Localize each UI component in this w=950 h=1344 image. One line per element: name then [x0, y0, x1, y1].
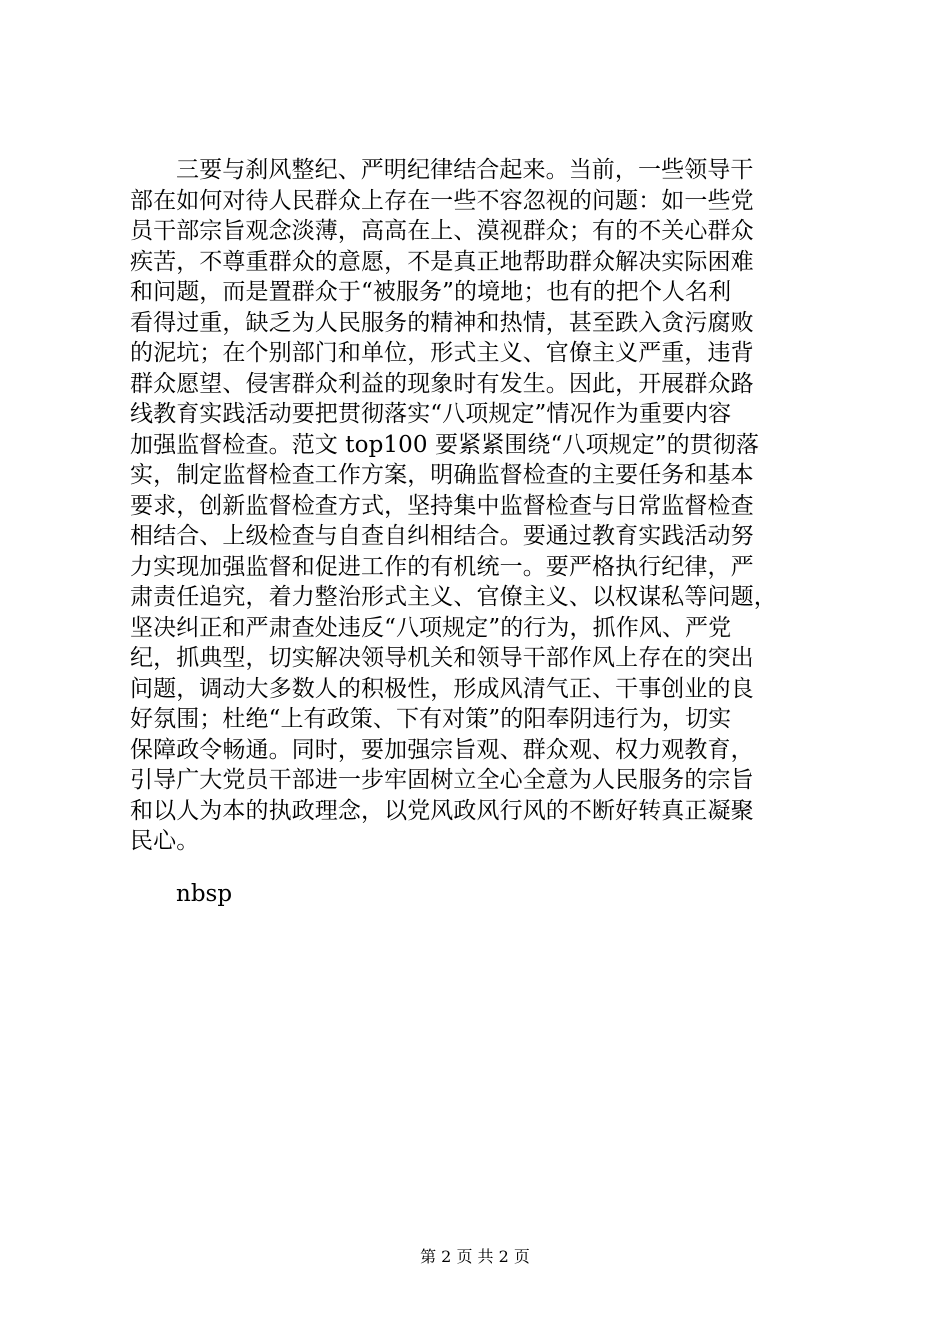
body-paragraph — [130, 155, 830, 857]
paragraph-line: 引导广大党员干部进一步牢固树立全心全意为人民服务的宗旨 — [130, 767, 754, 793]
paragraph-line: 群众愿望、侵害群众利益的现象时有发生。因此，开展群众路 — [130, 370, 754, 397]
paragraph-line: 的泥坑；在个别部门和单位，形式主义、官僚主义严重，违背 — [130, 340, 754, 366]
paragraph-line: 纪，抓典型，切实解决领导机关和领导干部作风上存在的突出 — [130, 645, 754, 671]
paragraph-line: 相结合、上级检查与自查自纠相结合。要通过教育实践活动努 — [130, 523, 754, 549]
paragraph-line: 好氛围；杜绝“上有政策、下有对策”的阳奉阴违行为，切实 — [130, 706, 732, 732]
paragraph-line: 线教育实践活动要把贯彻落实“八项规定”情况作为重要内容 — [130, 401, 732, 427]
paragraph-line: 和以人为本的执政理念，以党风政风行风的不断好转真正凝聚 — [130, 797, 754, 824]
paragraph-line: 民心。 — [130, 828, 200, 854]
paragraph-line: 坚决纠正和严肃查处违反“八项规定”的行为，抓作风、严党 — [130, 614, 732, 641]
paragraph-line: 要求，创新监督检查方式，坚持集中监督检查与日常监督检查 — [130, 492, 754, 519]
page-number-label: 第 2 页 共 2 页 — [420, 1247, 530, 1266]
paragraph-line: 肃责任追究，着力整治形式主义、官僚主义、以权谋私等问题， — [130, 584, 777, 610]
trailing-text: nbsp — [176, 881, 233, 907]
paragraph-line: 看得过重，缺乏为人民服务的精神和热情，甚至跌入贪污腐败 — [130, 309, 754, 336]
paragraph-line: 员干部宗旨观念淡薄，高高在上、漠视群众；有的不关心群众 — [130, 218, 754, 244]
paragraph-line: 三要与刹风整纪、严明纪律结合起来。当前，一些领导干 — [176, 157, 754, 183]
paragraph-line: 和问题，而是置群众于“被服务”的境地；也有的把个人名利 — [130, 279, 732, 305]
paragraph-line: 保障政令畅通。同时，要加强宗旨观、群众观、权力观教育， — [130, 736, 754, 763]
page-footer — [0, 1247, 950, 1267]
paragraph-line: 加强监督检查。范文 top100 要紧紧围绕“八项规定”的贯彻落 — [130, 431, 760, 458]
paragraph-line: 部在如何对待人民群众上存在一些不容忽视的问题：如一些党 — [130, 187, 754, 214]
paragraph-line: 疾苦，不尊重群众的意愿，不是真正地帮助群众解决实际困难 — [130, 248, 754, 275]
paragraph-line: 实，制定监督检查工作方案，明确监督检查的主要任务和基本 — [130, 462, 754, 488]
paragraph-line: 问题，调动大多数人的积极性，形成风清气正、干事创业的良 — [130, 675, 754, 702]
paragraph-line: 力实现加强监督和促进工作的有机统一。要严格执行纪律，严 — [130, 553, 754, 580]
